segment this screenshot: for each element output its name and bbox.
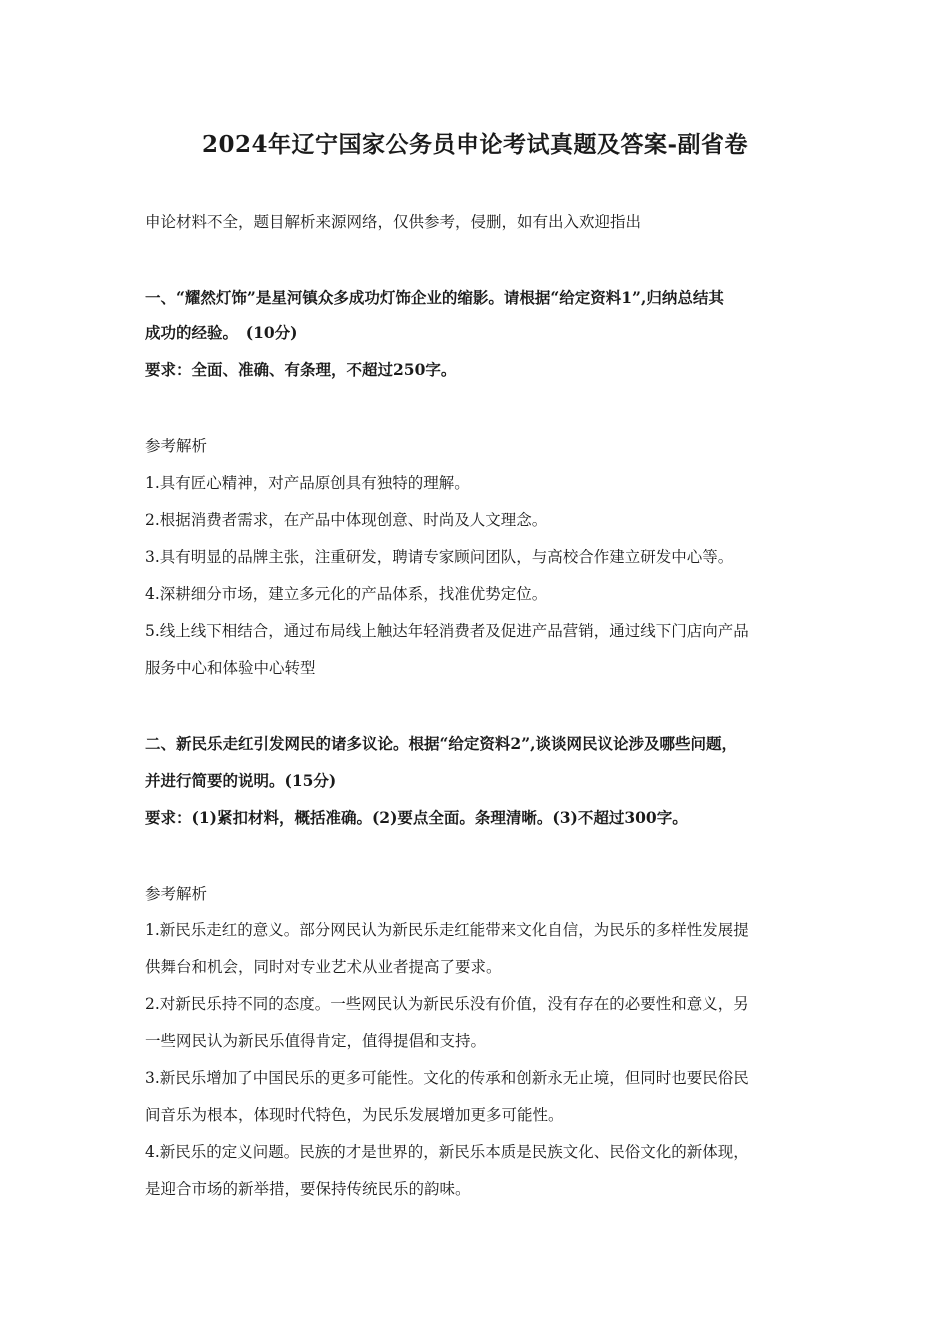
question-1-analysis-heading: 参考解析	[145, 437, 208, 455]
question-1-answer-line: 4.深耕细分市场，建立多元化的产品体系，找准优势定位。	[145, 585, 548, 603]
question-2-line-2: 并进行简要的说明。(15分)	[145, 771, 337, 790]
question-2-answer-line: 供舞台和机会，同时对专业艺术从业者提高了要求。	[145, 958, 502, 976]
question-1-line-2: 成功的经验。 (10分)	[145, 323, 298, 342]
question-2-line-1: 二、新民乐走红引发网民的诸多议论。根据“给定资料2”,谈谈网民议论涉及哪些问题，	[145, 734, 738, 753]
question-1-answer-line: 2.根据消费者需求，在产品中体现创意、时尚及人文理念。	[145, 511, 548, 529]
question-1-requirement: 要求：全面、准确、有条理，不超过250字。	[145, 360, 457, 379]
document-title: 2024年辽宁国家公务员申论考试真题及答案-副省卷	[201, 131, 749, 158]
question-2-answer-line: 4.新民乐的定义问题。民族的才是世界的，新民乐本质是民族文化、民俗文化的新体现，	[145, 1143, 749, 1161]
question-2-answer-line: 3.新民乐增加了中国民乐的更多可能性。文化的传承和创新永无止境，但同时也要民俗民	[145, 1069, 749, 1087]
question-2-answer-line: 2.对新民乐持不同的态度。一些网民认为新民乐没有价值，没有存在的必要性和意义，另	[145, 995, 749, 1013]
question-2-answer-line: 一些网民认为新民乐值得肯定，值得提倡和支持。	[145, 1032, 487, 1050]
question-1-answer-line: 3.具有明显的品牌主张，注重研发，聘请专家顾问团队，与高校合作建立研发中心等。	[145, 548, 734, 566]
question-1-answer-line: 5.线上线下相结合，通过布局线上触达年轻消费者及促进产品营销，通过线下门店向产品	[145, 622, 749, 640]
question-1-answer-line: 服务中心和体验中心转型	[145, 659, 316, 677]
question-2-answer-line: 1.新民乐走红的意义。部分网民认为新民乐走红能带来文化自信，为民乐的多样性发展提	[145, 921, 749, 939]
question-2-answer-line: 是迎合市场的新举措，要保持传统民乐的韵味。	[145, 1180, 471, 1198]
question-1-answer-line: 1.具有匠心精神，对产品原创具有独特的理解。	[145, 474, 470, 492]
question-2-analysis-heading: 参考解析	[145, 885, 208, 903]
question-1-line-1: 一、“耀然灯饰”是星河镇众多成功灯饰企业的缩影。请根据“给定资料1”,归纳总结其	[145, 288, 724, 307]
intro-note: 申论材料不全，题目解析来源网络，仅供参考，侵删，如有出入欢迎指出	[145, 213, 642, 231]
question-2-requirement: 要求：(1)紧扣材料，概括准确。(2)要点全面。条理清晰。(3)不超过300字。	[145, 808, 688, 827]
question-2-answer-line: 间音乐为根本，体现时代特色，为民乐发展增加更多可能性。	[145, 1106, 564, 1124]
